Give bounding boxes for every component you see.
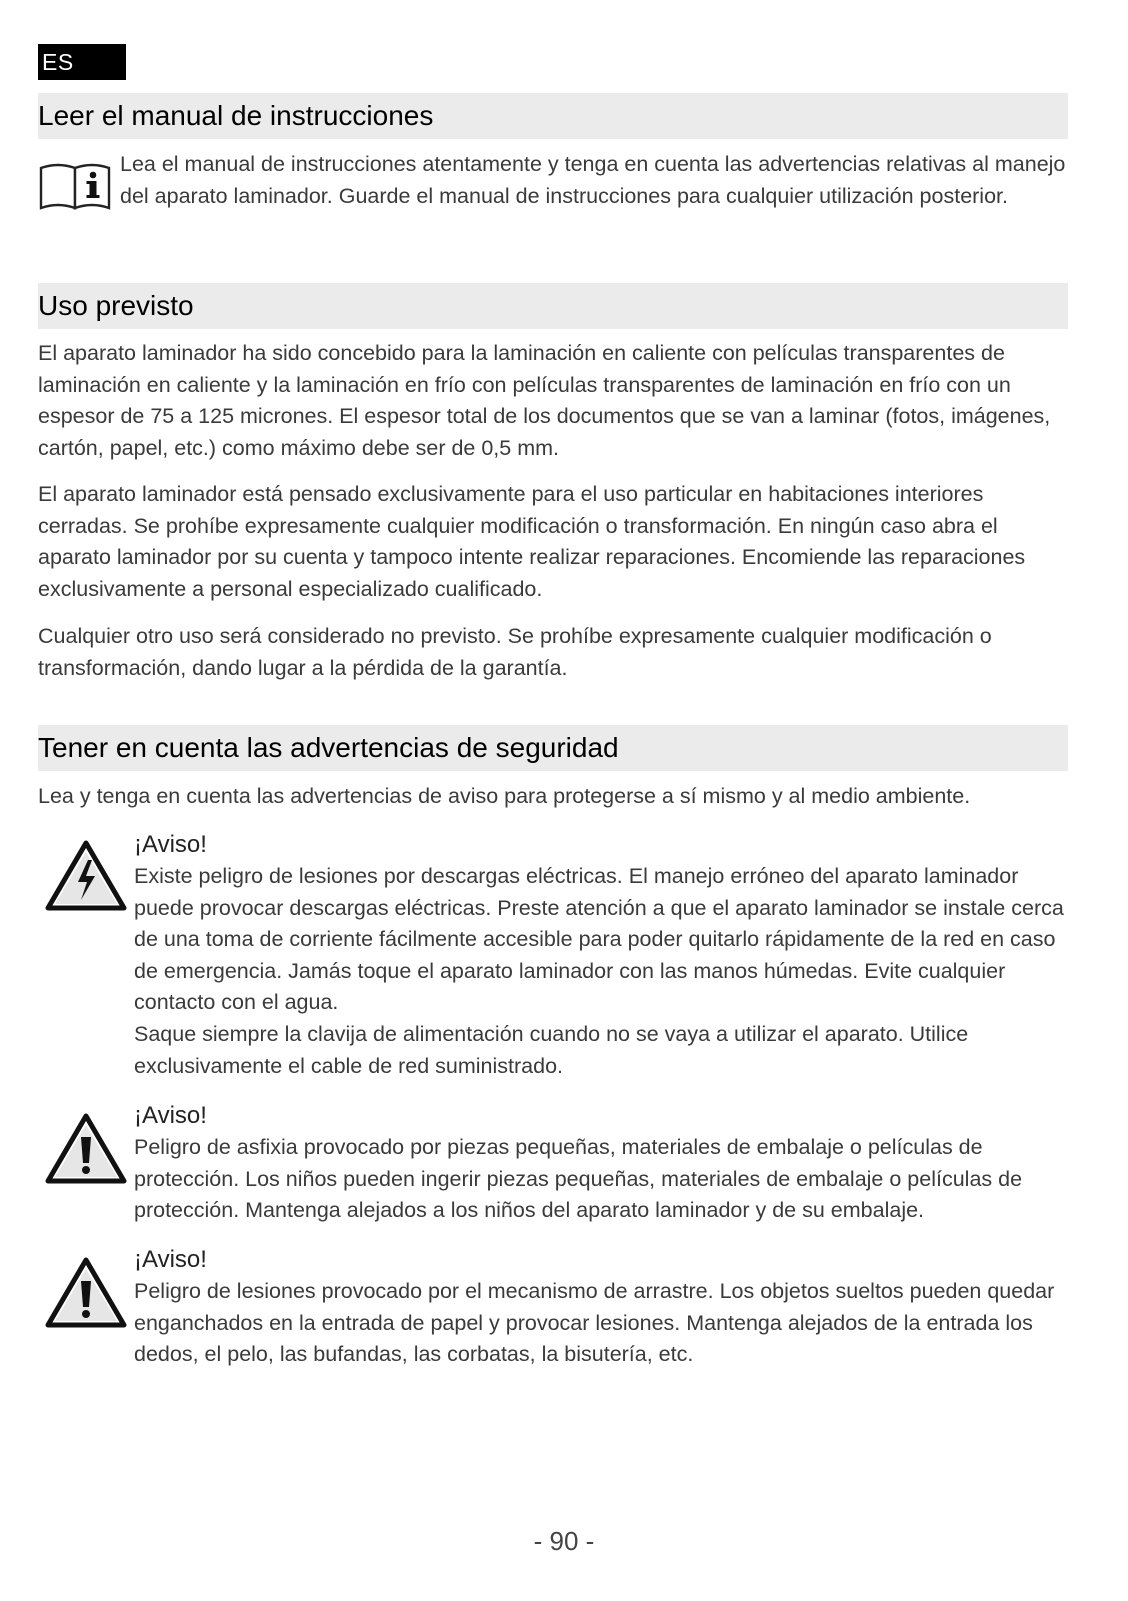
language-tag: ES [38, 44, 126, 80]
uso-paragraph-1: El aparato laminador ha sido concebido para la laminación en caliente con películas transparentes de laminación en caliente y la laminación en frío con películas transparentes de laminación en frío con un espesor de 75 a 125 micrones. El espesor total de los documentos que se van a laminar (fotos, imágenes, cartón, papel, etc.) como máximo debe ser de 0,5 mm. [38, 341, 1051, 460]
manual-info-icon [38, 156, 114, 212]
warning-title: ¡Aviso! [134, 1102, 207, 1129]
warning-text-continued: Saque siempre la clavija de alimentación cuando no se vaya a utilizar el aparato. Utilice exclusivamente el cable de red suministrado. [134, 1021, 969, 1078]
warning-exclamation-icon [44, 1111, 128, 1185]
warning-exclamation-icon [44, 1255, 128, 1329]
section-heading-uso-previsto: Uso previsto [38, 283, 1068, 329]
warning-block-mecanismo [38, 1243, 1068, 1375]
uso-paragraph-2: El aparato laminador está pensado exclusivamente para el uso particular en habitaciones interiores cerradas. Se prohíbe expresamente cualquier modificación o transformación. En ningún caso abra el aparato laminador por su cuenta y tampoco intente realizar reparaciones. Encomiende las reparaciones exclusivamente a personal especializado cualificado. [38, 482, 1026, 601]
warning-title: ¡Aviso! [134, 1246, 207, 1273]
warning-text: Peligro de lesiones provocado por el mecanismo de arrastre. Los objetos sueltos pueden quedar enganchados en la entrada de papel y provocar lesiones. Mantenga alejados de la entrada los dedos, el pelo, las bufandas, las corbatas, la bisutería, etc. [134, 1279, 1055, 1367]
electric-hazard-icon [44, 838, 128, 912]
warning-text: Existe peligro de lesiones por descargas eléctricas. El manejo erróneo del aparato laminador puede provocar descargas eléctricas. Preste atención a que el aparato laminador se instale cerca de una toma de corriente fácilmente accesible para poder quitarlo rápidamente de la red en caso de emergencia. Jamás toque el aparato laminador con las manos húmedas. Evite cualquier contacto con el agua. [134, 864, 1064, 1015]
uso-paragraph-3: Cualquier otro uso será considerado no previsto. Se prohíbe expresamente cualquier modificación o transformación, dando lugar a la pérdida de la garantía. [38, 624, 992, 680]
warning-block-asfixia [38, 1099, 1068, 1231]
warning-block-electric [38, 828, 1068, 1084]
manual-text: Lea el manual de instrucciones atentamente y tenga en cuenta las advertencias relativas al manejo del aparato laminador. Guarde el manual de instrucciones para cualquier utilización posterior. [120, 152, 1066, 208]
section-heading-manual: Leer el manual de instrucciones [38, 93, 1068, 139]
seguridad-intro: Lea y tenga en cuenta las advertencias de aviso para protegerse a sí mismo y al medio ambiente. [38, 784, 971, 808]
warning-text: Peligro de asfixia provocado por piezas pequeñas, materiales de embalaje o películas de protección. Los niños pueden ingerir piezas pequeñas, materiales de embalaje o películas de protección. Mantenga alejados a los niños del aparato laminador y de su embalaje. [134, 1135, 1023, 1223]
section-heading-seguridad: Tener en cuenta las advertencias de seguridad [38, 725, 1068, 771]
warning-title: ¡Aviso! [134, 831, 207, 858]
page-number: - 90 - [533, 1526, 595, 1556]
